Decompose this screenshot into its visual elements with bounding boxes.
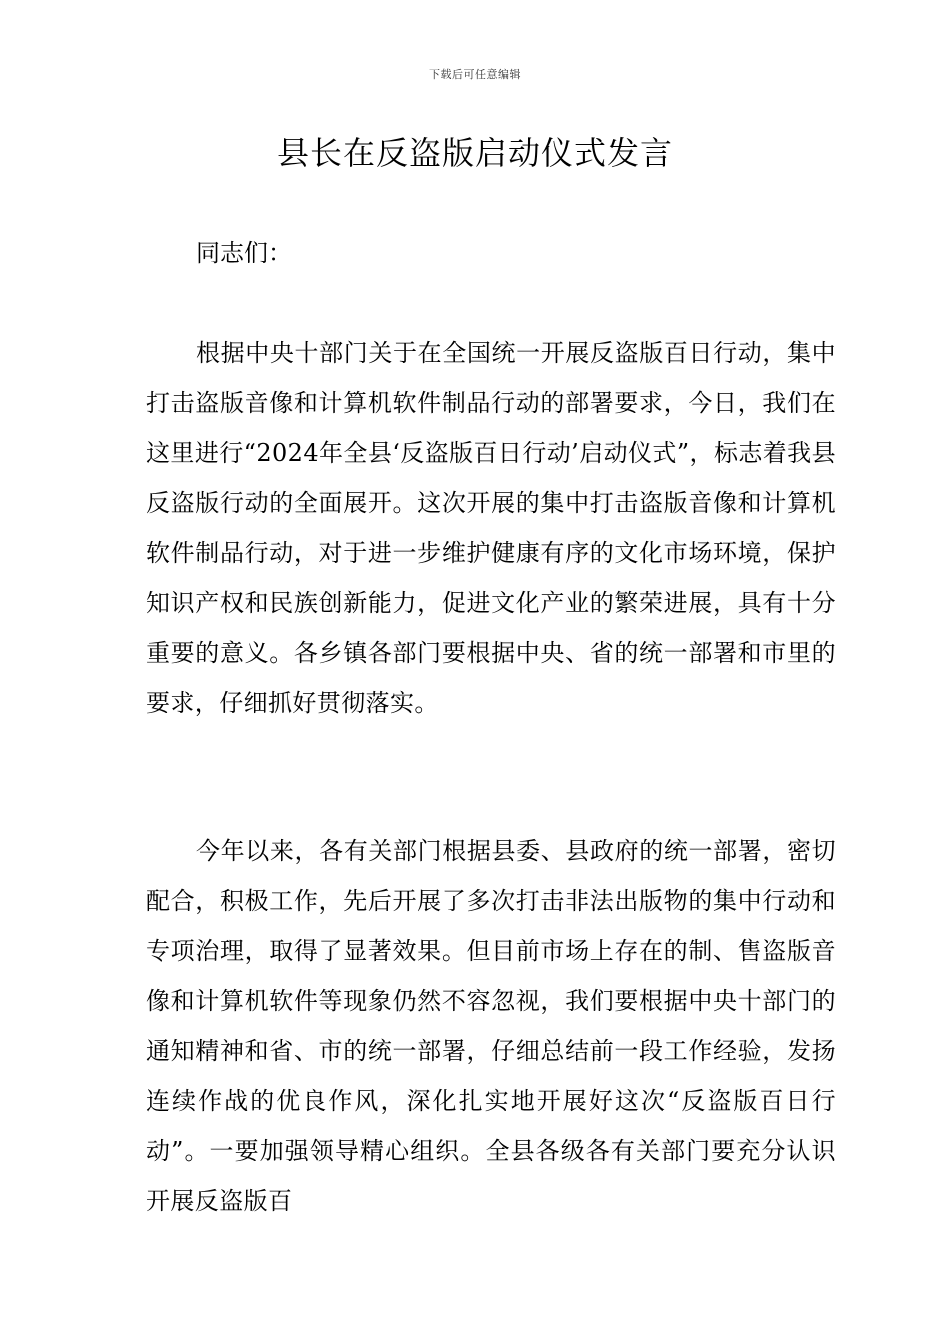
header-note: 下载后可任意编辑: [429, 68, 521, 81]
paragraph-1: 根据中央十部门关于在全国统一开展反盗版百日行动，集中打击盗版音像和计算机软件制品行动的部署要求，今日，我们在这里进行“2024年全县‘反盗版百日行动’启动仪式”，标志着我县反盗版行动的全面展开。这次开展的集中打击盗版音像和计算机软件制品行动，对于进一步维护健康有序的文化市场环境，保护知识产权和民族创新能力，促进文化产业的繁荣进展，具有十分重要的意义。各乡镇各部门要根据中央、省的统一部署和市里的要求，仔细抓好贯彻落实。: [146, 339, 836, 717]
document-title: 县长在反盗版启动仪式发言: [276, 134, 673, 172]
salutation: 同志们：: [196, 239, 292, 267]
paragraph-2: 今年以来，各有关部门根据县委、县政府的统一部署，密切配合，积极工作，先后开展了多次打击非法出版物的集中行动和专项治理，取得了显著效果。但目前市场上存在的制、售盗版音像和计算机软件等现象仍然不容忽视，我们要根据中央十部门的通知精神和省、市的统一部署，仔细总结前一段工作经验，发扬连续作战的优良作风，深化扎实地开展好这次“反盗版百日行动”。一要加强领导精心组织。全县各级各有关部门要充分认识开展反盗版百: [146, 837, 836, 1215]
